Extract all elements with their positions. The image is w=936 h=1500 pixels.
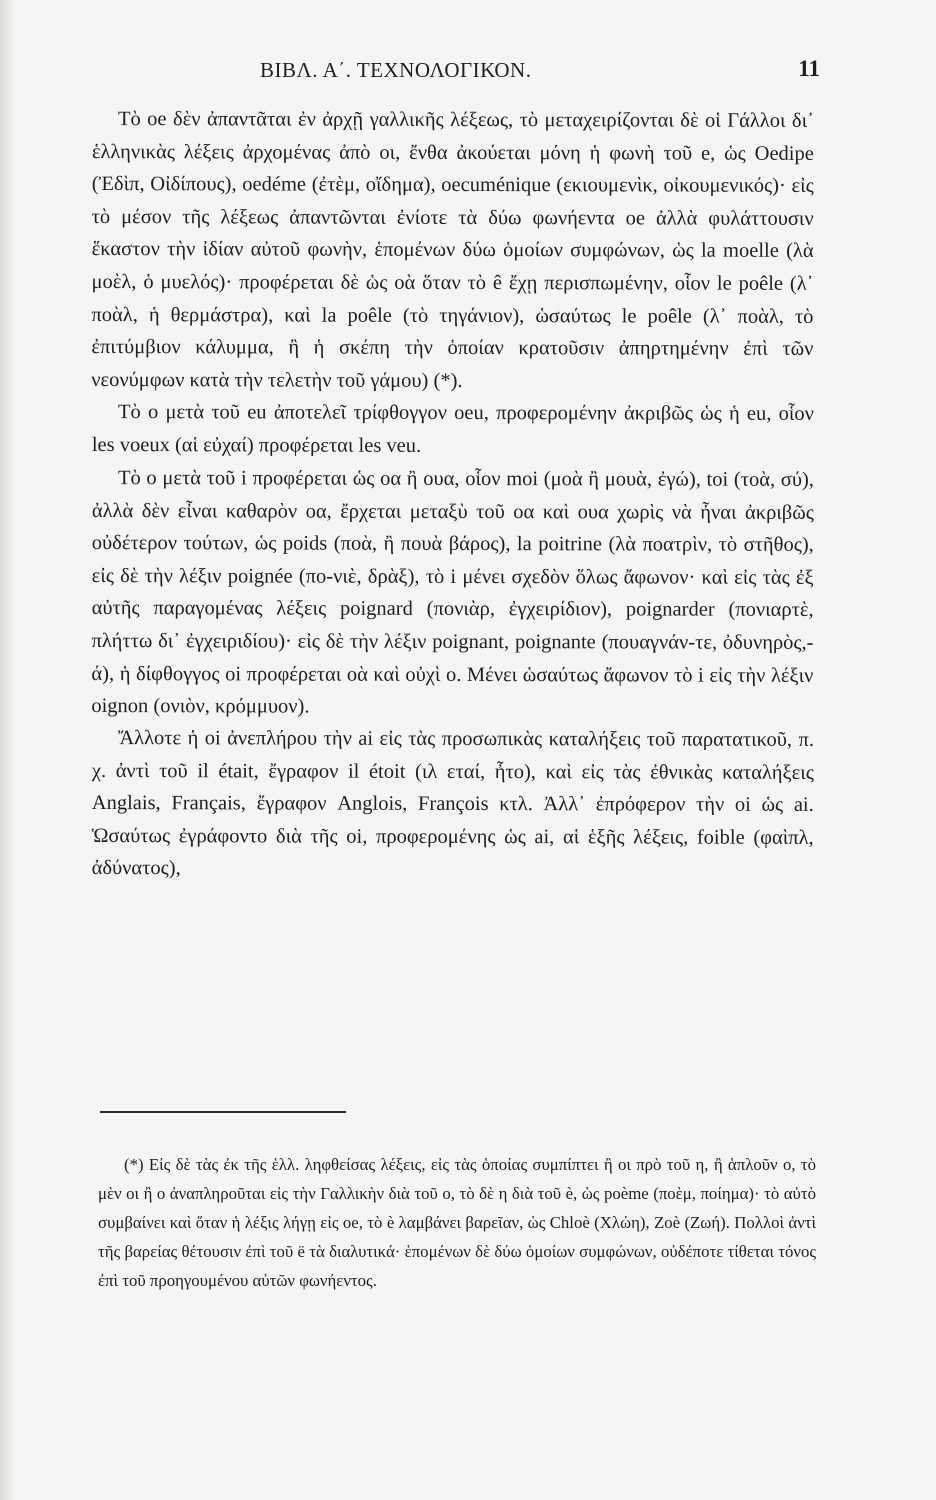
- main-text: [92, 103, 814, 885]
- running-title: ΒΙΒΛ. Α΄. ΤΕΧΝΟΛΟΓΙΚΟΝ.: [260, 58, 532, 82]
- footnote-divider: [100, 1111, 346, 1113]
- page-number: 11: [798, 56, 820, 81]
- paragraph-oeu: Τὸ o μετὰ τοῦ eu ἀποτελεῖ τρίφθογγον oeu, προφερομένην ἀκριβῶς ὡς ἡ eu, οἷον les voeux (αἱ εὐχαί) προφέρεται les veu.: [91, 401, 814, 457]
- page-header: [100, 58, 820, 92]
- paragraph-oi-history: Ἄλλοτε ἡ oi ἀνεπλήρου τὴν ai εἰς τὰς προσωπικὰς καταλήξεις τοῦ παρατατικοῦ, π. χ. ἀντὶ τοῦ il était, ἔγραφον il étoit (ιλ εταί, ἦτο), καὶ εἰς τὰς ἐθνικὰς καταλήξεις Anglais, Français, ἔγραφον Anglois, François κτλ. Ἀλλ᾽ ἐπρόφερον τὴν oi ὡς ai. Ὡσαύτως ἐγράφοντο διὰ τῆς oi, προφερομένης ὡς ai, αἱ ἑξῆς λέξεις, foible (φαὶπλ, ἀδύνατος),: [91, 727, 814, 880]
- paragraph-oe: Τὸ oe δὲν ἀπαντᾶται ἐν ἀρχῇ γαλλικῆς λέξεως, τὸ μεταχειρίζονται δὲ οἱ Γάλλοι δι᾽ ἑλληνικὰς λέξεις ἀρχομένας ἀπὸ οι, ἔνθα ἀκούεται μόνη ἡ φωνὴ τοῦ e, ὡς Oedipe (Ἐδὶπ, Οἰδίπους), oedéme (ἐτὲμ, οἴδημα), oecuménique (εκιουμενὶκ, οἰκουμενικός)· εἰς τὸ μέσον τῆς λέξεως ἀπαντῶνται ἐνίοτε τὰ δύω φωνήεντα oe ἀλλὰ φυλάττουσιν ἕκαστον τὴν ἰδίαν αὐτοῦ φωνὴν, ἑπομένων δύω ὁμοίων συμφώνων, ὡς la moelle (λὰ μοὲλ, ὁ μυελός)· προφέρεται δὲ ὡς οὰ ὅταν τὸ ê ἔχῃ περισπωμένην, οἷον le poêle (λ᾽ ποὰλ, ἡ θερμάστρα), καὶ la poêle (τὸ τηγάνιον), ὡσαύτως le poêle (λ᾽ ποὰλ, τὸ ἐπιτύμβιον κάλυμμα, ἢ ἡ σκέπη τὴν ὁποίαν κρατοῦσιν ἀπηρτημένην ἐπὶ τῶν νεονύμφων κατὰ τὴν τελετὴν τοῦ γάμου) (*).: [91, 108, 814, 392]
- paragraph-oi: Τὸ o μετὰ τοῦ i προφέρεται ὡς οα ἢ ουα, οἷον moi (μοὰ ἢ μουὰ, ἐγώ), toi (τοὰ, σύ), ἀλλὰ δὲν εἶναι καθαρὸν οα, ἔρχεται μεταξὺ τοῦ οα καὶ ουα χωρὶς νὰ ἦναι ἀκριβῶς οὐδέτερον τούτων, ὡς poids (ποὰ, ἢ πουὰ βάρος), la poitrine (λὰ ποατρὶν, τὸ στῆθος), εἰς δὲ τὴν λέξιν poignée (πο-νιὲ, δρὰξ), τὸ i μένει σχεδὸν ὅλως ἄφωνον· καὶ εἰς τὰς ἐξ αὐτῆς παραγομένας λέξεις poignard (πονιὰρ, ἐγχειρίδιον), poignarder (πονιαρτὲ, πλήττω δι᾽ ἐγχειριδίου)· εἰς δὲ τὴν λέξιν poignant, poignante (πουαγνάν-τε, ὀδυνηρὸς,-ά), ἡ δίφθογγος oi προφέρεται οὰ καὶ οὐχὶ ο. Μένει ὡσαύτως ἄφωνον τὸ i εἰς τὴν λέξιν oignon (ονιὸν, κρόμμυον).: [91, 466, 814, 718]
- footnote: (*) Εἰς δὲ τὰς ἐκ τῆς ἑλλ. ληφθείσας λέξεις, εἰς τὰς ὁποίας συμπίπτει ἢ οι πρὸ τοῦ η, ἢ ἁπλοῦν ο, τὸ μὲν οι ἢ ο ἀναπληροῦται εἰς τὴν Γαλλικὴν διὰ τοῦ o, τὸ δὲ η διὰ τοῦ è, ὡς poème (ποὲμ, ποίημα)· τὸ αὐτὸ συμβαίνει καὶ ὅταν ἡ λέξις λήγῃ εἰς oe, τὸ è λαμβάνει βαρεῖαν, ὡς Chloè (Χλώη), Zoè (Ζωή). Πολλοὶ ἀντὶ τῆς βαρείας θέτουσιν ἐπὶ τοῦ ë τὰ διαλυτικά· ἑπομένων δὲ δύω ὁμοίων συμφώνων, οὐδέποτε τίθεται τόνος ἐπὶ τοῦ προηγουμένου αὐτῶν φωνήεντος.: [98, 1155, 816, 1290]
- page-edge-shadow: [0, 0, 14, 1500]
